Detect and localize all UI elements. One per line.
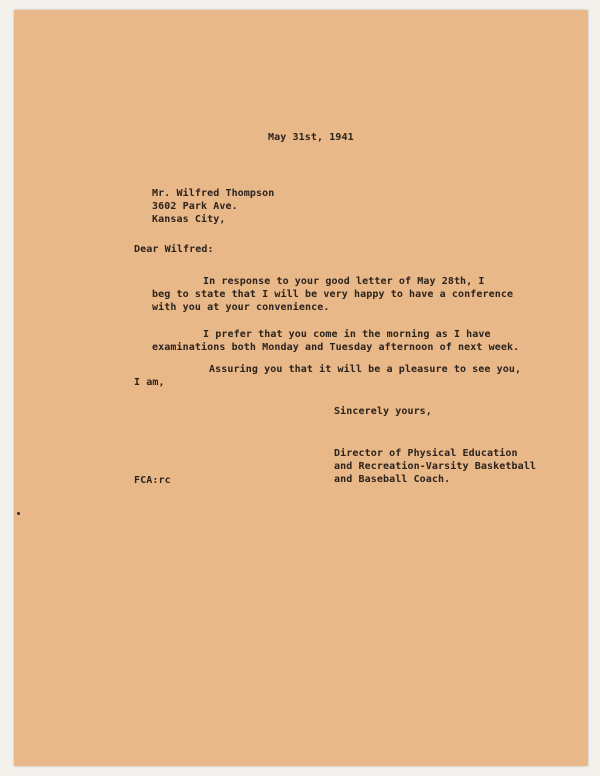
- body-paragraph-1-line-3: with you at your convenience.: [152, 302, 330, 313]
- body-paragraph-1-line-2: beg to state that I will be very happy to have a conference: [152, 289, 514, 300]
- body-paragraph-3-line-1: Assuring you that it will be a pleasure to see you,: [209, 364, 522, 375]
- closing: Sincerely yours,: [334, 406, 432, 417]
- typist-initials: FCA:rc: [134, 475, 171, 486]
- signature-title-line-2: and Recreation-Varsity Basketball: [334, 461, 536, 472]
- body-paragraph-1-line-1: In response to your good letter of May 28th, I: [203, 276, 485, 287]
- body-paragraph-2-line-2: examinations both Monday and Tuesday afternoon of next week.: [152, 342, 520, 353]
- letter-date: May 31st, 1941: [268, 132, 354, 143]
- salutation: Dear Wilfred:: [134, 244, 214, 255]
- signature-title-line-1: Director of Physical Education: [334, 448, 518, 459]
- paper-speck: [17, 512, 20, 515]
- body-paragraph-3-line-2: I am,: [134, 377, 165, 388]
- recipient-name: Mr. Wilfred Thompson: [152, 188, 275, 199]
- signature-title-line-3: and Baseball Coach.: [334, 474, 451, 485]
- recipient-city: Kansas City,: [152, 214, 226, 225]
- recipient-street: 3602 Park Ave.: [152, 201, 238, 212]
- letter-page: [14, 10, 588, 766]
- body-paragraph-2-line-1: I prefer that you come in the morning as I have: [203, 329, 491, 340]
